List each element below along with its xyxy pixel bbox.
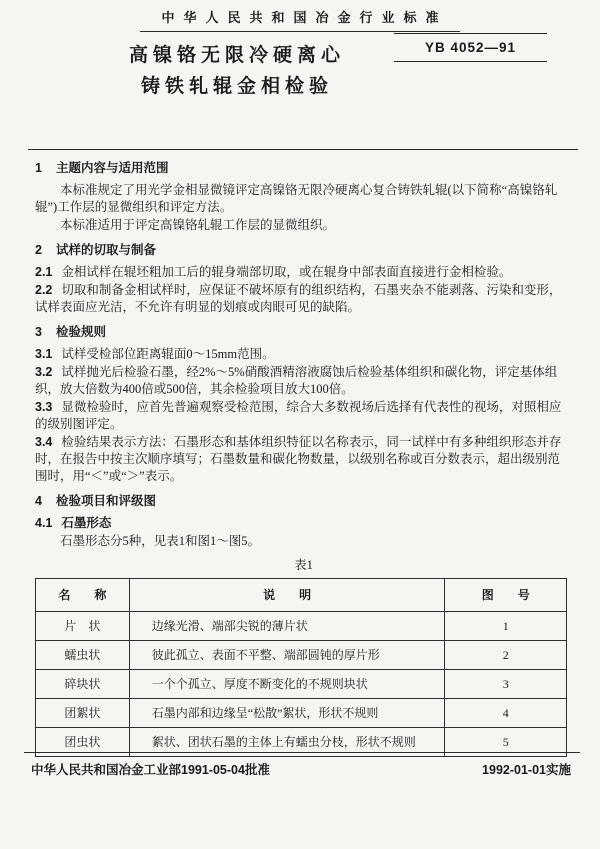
clause-number: 3.3 <box>35 400 53 414</box>
graphite-morphology-table <box>35 578 567 757</box>
clause-3-1 <box>35 346 572 363</box>
clause-text: 试样受检部位距离辊面0～15mm范围。 <box>61 347 275 361</box>
section-title: 试样的切取与制备 <box>55 243 156 257</box>
implementation-text: 1992-01-01实施 <box>482 763 571 777</box>
clause-2-2 <box>35 282 572 316</box>
paragraph-scope-application: 本标准适用于评定高镍铬轧辊工作层的显微组织。 <box>60 218 336 232</box>
clause-3-3 <box>35 399 572 433</box>
clause-text: 显微检验时，应首先普遍观察受检范围，综合大多数视场后选择有代表性的视场，对照相应的级别图评定。 <box>35 400 562 431</box>
cell-figure-number: 5 <box>445 728 567 757</box>
standard-category-header <box>0 7 600 32</box>
section-number: 3 <box>35 325 42 339</box>
cell-name: 团虫状 <box>36 728 130 757</box>
clause-number: 3.1 <box>35 347 53 361</box>
clause-text: 检验结果表示方法：石墨形态和基体组织特征以名称表示，同一试样中有多种组织形态并存时，在报告中按主次顺序填写；石墨数量和碳化物数量，以级别名称或百分数表示，超出级别范围时，用“＜”或“＞”表示。 <box>35 435 562 483</box>
clause-text: 试样抛光后检验石墨，经2%～5%硝酸酒精溶液腐蚀后检验基体组织和碳化物，评定基体组织，放大倍数为400倍或500倍，其余检验项目放大100倍。 <box>35 365 558 396</box>
clause-2-1 <box>35 264 572 281</box>
table-row-flake <box>36 612 567 641</box>
section-heading-3 <box>35 324 572 341</box>
column-header-description: 说 明 <box>129 579 445 612</box>
footer-divider-line <box>24 752 580 753</box>
title-line-1: 高镍铬无限冷硬离心 <box>128 45 345 66</box>
clause-text: 切取和制备金相试样时，应保证不破坏原有的组织结构，石墨夹杂不能剥落、污染和变形，试样表面应光洁，不允许有明显的划痕或肉眼可见的缺陷。 <box>35 283 562 314</box>
clause-number: 3.2 <box>35 365 53 379</box>
section-heading-1 <box>35 160 572 177</box>
cell-description: 石墨内部和边缘呈“松散”絮状，形状不规则 <box>129 699 445 728</box>
cell-name: 片 状 <box>36 612 130 641</box>
section-title: 主题内容与适用范围 <box>55 161 169 175</box>
cell-figure-number: 4 <box>445 699 567 728</box>
subclause-4-1-heading <box>35 515 572 532</box>
cell-name: 团絮状 <box>36 699 130 728</box>
document-title <box>0 40 474 102</box>
cell-description: 絮状、团状石墨的主体上有蠕虫分枝，形状不规则 <box>129 728 445 757</box>
clause-number: 4.1 <box>35 516 53 530</box>
table-caption: 表1 <box>294 558 313 572</box>
clause-number: 3.4 <box>35 435 53 449</box>
cell-name: 碎块状 <box>36 670 130 699</box>
table-header-row <box>36 579 567 612</box>
section-heading-4 <box>35 493 572 510</box>
column-header-name: 名 称 <box>36 579 130 612</box>
table-row-fragmented <box>36 670 567 699</box>
section-heading-2 <box>35 242 572 259</box>
cell-figure-number: 3 <box>445 670 567 699</box>
cell-figure-number: 2 <box>445 641 567 670</box>
clause-3-4 <box>35 434 572 485</box>
clause-text: 金相试样在辊坯粗加工后的辊身端部切取，或在辊身中部表面直接进行金相检验。 <box>61 265 512 279</box>
cell-description: 彼此孤立、表面不平整、端部圆钝的厚片形 <box>129 641 445 670</box>
section-number: 4 <box>35 494 42 508</box>
section-title: 检验项目和评级图 <box>55 494 156 508</box>
footer <box>31 760 571 778</box>
cell-description: 一个个孤立、厚度不断变化的不规则块状 <box>129 670 445 699</box>
clause-number: 2.1 <box>35 265 53 279</box>
section-title: 检验规则 <box>55 325 106 339</box>
column-header-figure: 图 号 <box>445 579 567 612</box>
clause-number: 2.2 <box>35 283 53 297</box>
section-number: 1 <box>35 161 42 175</box>
standard-number: YB 4052—91 <box>394 33 547 62</box>
cell-name: 蠕虫状 <box>36 641 130 670</box>
header-divider-line <box>28 149 578 150</box>
paragraph-graphite-forms: 石墨形态分5种，见表1和图1～图5。 <box>60 534 261 548</box>
cell-figure-number: 1 <box>445 612 567 641</box>
clause-3-2 <box>35 364 572 398</box>
standard-category-text: 中华人民共和国冶金行业标准 <box>140 7 459 32</box>
clause-text: 石墨形态 <box>61 516 112 530</box>
cell-description: 边缘光滑、端部尖锐的薄片状 <box>129 612 445 641</box>
title-line-2: 铸铁轧辊金相检验 <box>140 76 333 97</box>
section-number: 2 <box>35 243 42 257</box>
table-row-vermicular <box>36 641 567 670</box>
document-body <box>35 158 572 757</box>
paragraph-scope-definition: 本标准规定了用光学金相显微镜评定高镍铬无限冷硬离心复合铸铁轧辊(以下简称“高镍铬轧辊”)工作层的显微组织和评定方法。 <box>35 183 558 214</box>
approval-text: 中华人民共和国冶金工业部1991-05-04批准 <box>31 763 270 777</box>
table-row-flocculent <box>36 699 567 728</box>
